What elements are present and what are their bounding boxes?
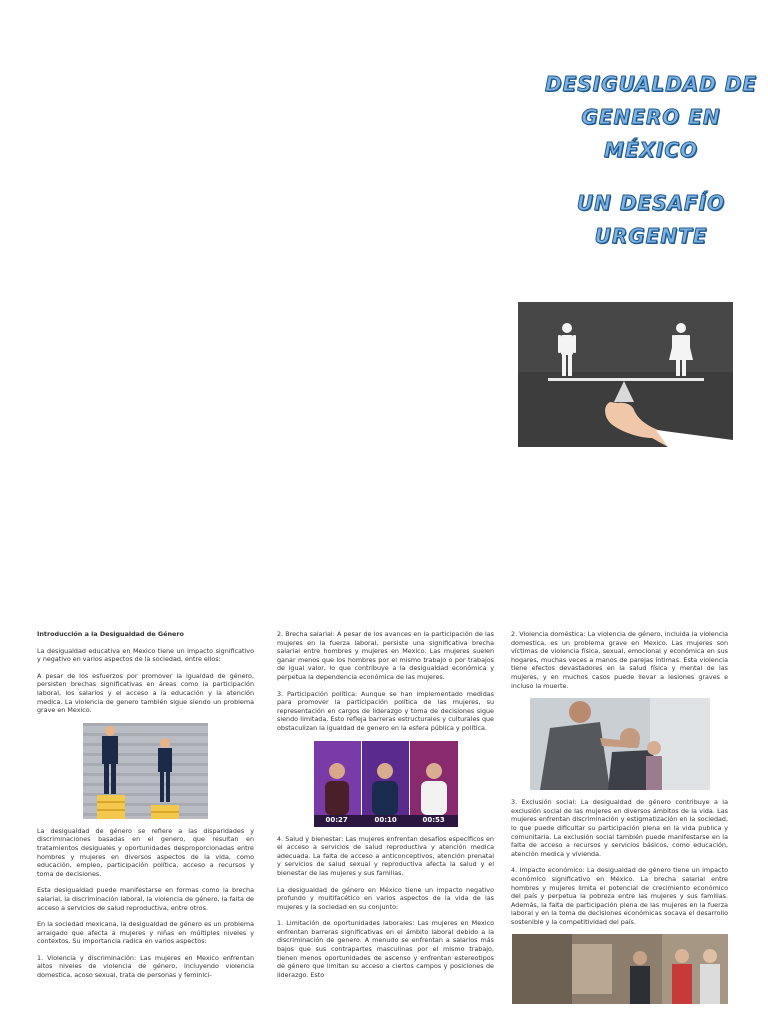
paragraph: 3. Exclusión social: La desigualdad de género contribuye a la exclusión social de las mujeres en diversos ámbitos de la vida. Las mujeres enfrentan discriminación y estigmatización en la sociedad, lo que puede dificultar su participación plena en la vida publica y comunitaria. La exclusión social también puede manifestarse en la falta de acceso a recursos y servicios básicos, como educación, atención medica y vivienda. [511, 798, 728, 858]
document-title [520, 68, 768, 253]
title-line-2: GENERO EN [581, 105, 721, 129]
column-3 [511, 630, 728, 1012]
paragraph: En la sociedad mexicana, la desigualdad de género es un problema arraigado que afecta a mujeres y niñas en múltiples niveles y contextos. Su importancia radica en varios aspectos: [37, 920, 254, 946]
paragraph: Esta desigualdad puede manifestarse en formas como la brecha salarial, la discriminación laboral, la violencia de género, la falta de acceso a servicios de salud reproductiva, entre otros. [37, 886, 254, 912]
column-2 [277, 630, 494, 987]
debate-candidates-illustration [314, 741, 458, 827]
intro-heading: Introducción a la Desigualdad de Género [37, 630, 184, 638]
timer-label: 00:10 [374, 815, 397, 824]
column-1 [37, 630, 254, 988]
debate-candidates-image [314, 741, 458, 827]
business-figures-image [83, 723, 208, 819]
domestic-violence-illustration [530, 698, 710, 790]
paragraph: La desigualdad de género en México tiene un impacto negativo profundo y multifacético en varios aspectos de la vida de las mujeres y la sociedad en su conjunto: [277, 885, 494, 911]
paragraph: 1. Limitación de oportunidades laborales: Las mujeres en Mexico enfrentan barreras significativas en el ámbito laboral debido a la discriminación de genero. A menudo se enfrentan a salarios más bajos que sus contrapartes masculinas por el mismo trabajo, tienen menos oportunidades de ascenso y enfrentan estereotipos de género que limitan su acceso a ciertos campos y posiciones de liderazgo. Esto [277, 919, 494, 979]
timer-label: 00:27 [325, 815, 348, 824]
business-figures-illustration [83, 723, 208, 819]
paragraph: 4. Impacto económico: La desigualdad de género tiene un impacto económico significativo en México. La brecha salarial entre hombres y mujeres limita el potencial de crecimiento económico del país y perpetua la pobreza entre las mujeres y sus familias. Además, la falta de participación plena de las mujeres en la fuerza laboral y en la toma de decisiones económicas socava el desarrollo sostenible y la competitividad del país. [511, 866, 728, 926]
subtitle-line-2: URGENTE [594, 224, 708, 248]
subtitle-line-1: UN DESAFÍO [576, 191, 726, 215]
paragraph: La desigualdad de género se refiere a las disparidades y discriminaciones basadas en el genero, que resultan en tratamientos desiguales y oportunidades desproporcionadas entre hombres y mujeres en diversos aspectos de la vida, como educación, empleo, participación política, acceso a recursos y toma de decisiones. [37, 826, 254, 878]
paragraph: 1. Violencia y discriminación: Las mujeres en Mexico enfrentan altos niveles de violencia de género, incluyendo violencia domestica, acoso sexual, trata de personas y feminici- [37, 953, 254, 980]
title-line-1: DESIGUALDAD DE [545, 72, 757, 96]
timer-label: 00:53 [422, 815, 445, 824]
paragraph: 3. Participación política: Aunque se han implementado medidas para promover la participación política de las mujeres, su representación en cargos de liderazgo y toma de decisiones sigue siendo limitada. Esto refleja barreras estructurales y culturales que obstaculizan la igualdad de genero en la esfera pública y política. [277, 689, 494, 732]
balance-scale-image [518, 302, 733, 447]
balance-scale-illustration [518, 302, 733, 447]
paragraph: A pesar de los esfuerzos por promover la igualdad de género, persisten brechas significativas en áreas como la participación laboral, los salarios y el acceso a la educación y la atención medica. La violencia de genero también sigue siendo un problema grave en Mexico. [37, 671, 254, 715]
domestic-violence-image [530, 698, 710, 790]
paragraph: 2. Violencia doméstica: La violencia de género, incluida la violencia domestica, es un problema grave en Mexico. Las mujeres son víctimas de violencia física, sexual, emocional y económica en sus hogares, muchas veces a manos de parejas íntimas. Esta violencia tiene efectos devastadores en la salud física y mental de las mujeres, y en muchos casos puede llevar a lesiones graves e incluso la muerte. [511, 630, 728, 690]
street-people-illustration [512, 934, 728, 1004]
title-line-3: MÉXICO [603, 138, 699, 162]
paragraph: 2. Brecha salarial: A pesar de los avances en la participación de las mujeres en la fuerza laboral, persiste una significativa brecha salarial entre hombres y mujeres en Mexico. Las mujeres suelen ganar menos que los hombres por el mismo trabajo o por trabajos de igual valor, lo que contribuye a la desigualdad económica y perpetua la dependencia económica de las mujeres. [277, 630, 494, 681]
street-people-image [512, 934, 728, 1004]
paragraph: 4. Salud y bienestar: Las mujeres enfrentan desafíos específicos en el acceso a servicios de salud reproductiva y atención medica adecuada. La falta de acceso a anticonceptivos, atención prenatal y servicios de salud sexual y reproductiva afecta la salud y el bienestar de las mujeres y sus familias. [277, 834, 494, 877]
paragraph: La desigualdad educativa en Mexico tiene un impacto significativo y negativo en varios aspectos de la sociedad, entre ellos: [37, 646, 254, 664]
